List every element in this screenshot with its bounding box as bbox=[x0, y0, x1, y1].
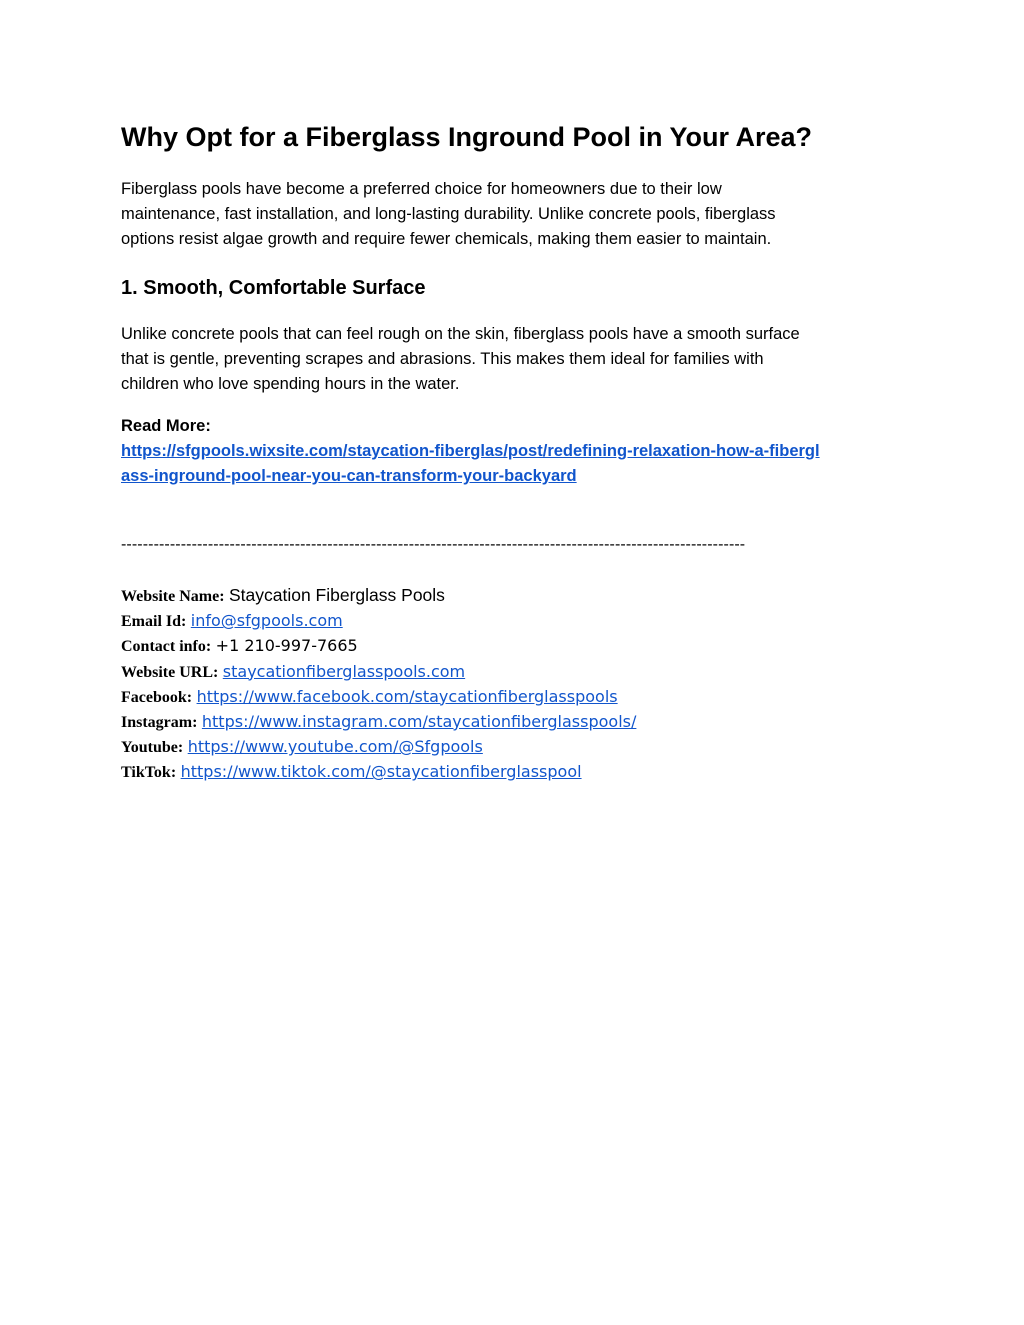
section-paragraph bbox=[121, 322, 911, 397]
contact-row-instagram bbox=[121, 709, 636, 734]
contact-row-email bbox=[121, 608, 636, 633]
section-line: children who love spending hours in the water. bbox=[121, 375, 460, 393]
section-line: Unlike concrete pools that can feel rough on the skin, fiberglass pools have a smooth surface bbox=[121, 325, 800, 343]
intro-paragraph bbox=[121, 177, 911, 252]
read-more-link[interactable]: ass-inground-pool-near-you-can-transform-your-backyard bbox=[121, 467, 577, 485]
phone-value: +1 210-997-7665 bbox=[215, 636, 358, 656]
website-url-label: Website URL: bbox=[121, 663, 219, 681]
website-url-link[interactable]: staycationfiberglasspools.com bbox=[222, 661, 466, 681]
intro-line: options resist algae growth and require fewer chemicals, making them easier to maintain. bbox=[121, 230, 772, 248]
contact-info-label: Contact info: bbox=[121, 638, 212, 656]
read-more-link[interactable]: https://sfgpools.wixsite.com/staycation-fiberglas/post/redefining-relaxation-how-a-fibergl bbox=[121, 442, 820, 460]
tiktok-link[interactable]: https://www.tiktok.com/@staycationfiberglasspool bbox=[180, 762, 582, 782]
intro-line: maintenance, fast installation, and long-lasting durability. Unlike concrete pools, fiberglass bbox=[121, 205, 776, 223]
read-more-label: Read More: bbox=[121, 417, 211, 435]
contact-row-phone bbox=[121, 633, 636, 658]
contact-row-youtube bbox=[121, 734, 636, 759]
section-line: that is gentle, preventing scrapes and abrasions. This makes them ideal for families with bbox=[121, 350, 764, 368]
intro-line: Fiberglass pools have become a preferred choice for homeowners due to their low bbox=[121, 180, 722, 198]
website-name-label: Website Name: bbox=[121, 588, 225, 605]
instagram-label: Instagram: bbox=[121, 713, 198, 731]
contact-row-facebook bbox=[121, 684, 636, 709]
contact-row-tiktok bbox=[121, 759, 636, 784]
section-heading: 1. Smooth, Comfortable Surface bbox=[121, 277, 426, 299]
youtube-label: Youtube: bbox=[121, 739, 184, 757]
tiktok-label: TikTok: bbox=[121, 764, 177, 782]
contact-row-website-url bbox=[121, 659, 636, 684]
instagram-link[interactable]: https://www.instagram.com/staycationfiberglasspools/ bbox=[201, 711, 637, 731]
website-name-value: Staycation Fiberglass Pools bbox=[228, 585, 445, 605]
email-link[interactable]: info@sfgpools.com bbox=[190, 611, 343, 631]
youtube-link[interactable]: https://www.youtube.com/@Sfgpools bbox=[187, 737, 483, 757]
page-title: Why Opt for a Fiberglass Inground Pool in Your Area? bbox=[121, 122, 813, 152]
divider-line: ------------------------------------------------------------------------------------------------------------------- bbox=[121, 536, 746, 553]
contact-row-website-name bbox=[121, 583, 636, 608]
read-more-block bbox=[121, 414, 820, 489]
facebook-label: Facebook: bbox=[121, 688, 193, 706]
contact-info-block bbox=[121, 583, 636, 785]
facebook-link[interactable]: https://www.facebook.com/staycationfiberglasspools bbox=[196, 686, 618, 706]
email-label: Email Id: bbox=[121, 613, 187, 631]
